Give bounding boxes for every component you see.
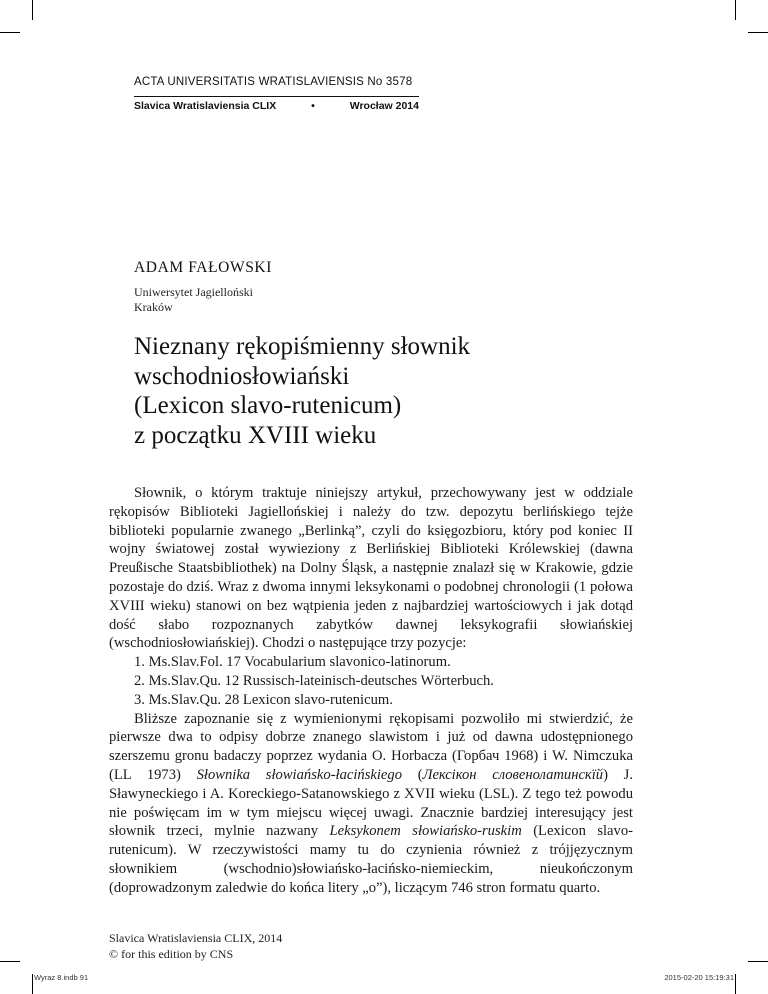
text-run: ) J. Sławyneckiego i A. Koreckiego-Satanowskiego z XVII wieku (LSL). Z tego też powodu nie poświęcam im w tym miejscu więcej uwagi. Znacznie bardziej interesujący jest słownik trzeci, mylnie nazwany: [109, 766, 633, 840]
author-affiliation: Uniwersytet Jagielloński: [134, 285, 253, 299]
crop-mark: [32, 974, 33, 994]
journal-name: ACTA UNIVERSITATIS WRATISLAVIENSIS No 3578: [134, 76, 413, 88]
footer-line: © for this edition by CNS: [109, 947, 234, 961]
crop-mark: [735, 974, 736, 994]
title-line: Nieznany rękopiśmienny słownik: [134, 333, 471, 360]
list-item: 1. Ms.Slav.Fol. 17 Vocabularium slavonico-latinorum.: [134, 654, 451, 671]
copyright-footer: [109, 930, 282, 962]
body-paragraph: [109, 710, 633, 898]
body-paragraph: Słownik, o którym traktuje niniejszy artykuł, przechowywany jest w oddziale rękopisów Biblioteki Jagiellońskiej i należy do tzw. depozytu berlińskiego tejże biblioteki popularnie zwanego „Berlinką”, czyli do księgozbioru, który pod koniec II wojny światowej został wywieziony z Berlińskiej Biblioteki Królewskiej (dawna Preußische Staatsbibliothek) na Dolny Śląsk, a następnie znalazł się w Krakowie, gdzie pozostaje do dziś. Wraz z dwoma innymi leksykonami o podobnej chronologii (1 połowa XVIII wieku) stanowi on bez wątpienia jeden z najbardziej wartościowych i jak dotąd dość słabo rozpoznanych zabytków dawnej leksykografii słowiańskiej (wschodniosłowiańskiej). Chodzi o następujące trzy pozycje:: [109, 485, 633, 652]
title-line: wschodniosłowiański: [134, 362, 350, 390]
series-separator: •: [311, 100, 315, 112]
italic-title: Лексікон словенолатинскїй: [422, 766, 604, 783]
crop-mark: [748, 32, 768, 33]
print-slug-timestamp: 2015-02-20 15:19:31: [664, 973, 734, 982]
text-run: (: [402, 766, 423, 783]
text-run: Bliższe zapoznanie się z wymienionymi rękopisami pozwoliło mi stwierdzić, że pierwsze dwa to odpisy dobrze znanego slawistom i już od dawna udostępnionego szerszemu gronu badaczy poprzez wydania O. Horbacza (Горбач 1968) i W. Nimczuka (LL 1973): [109, 710, 633, 783]
author-name: ADAM FAŁOWSKI: [134, 259, 272, 276]
place-year: Wrocław 2014: [349, 100, 419, 112]
crop-mark: [748, 961, 768, 962]
article-body: [109, 484, 633, 898]
series-line: [134, 100, 419, 112]
crop-mark: [0, 961, 20, 962]
crop-mark: [32, 0, 33, 20]
italic-title: Słownika słowiańsko-łacińskiego: [196, 766, 402, 783]
crop-mark: [0, 32, 20, 33]
list-item: 3. Ms.Slav.Qu. 28 Lexicon slavo-rutenicum.: [134, 691, 393, 708]
list-item: 2. Ms.Slav.Qu. 12 Russisch-lateinisch-deutsches Wörterbuch.: [134, 672, 494, 689]
text-run: (Lexicon slavo-rutenicum). W rzeczywistości mamy tu do czynienia również z trójjęzycznym słownikiem (wschodnio)słowiańsko-łacińsko-niemieckim, nieukończonym (doprowadzonym zaledwie do końca litery „o”), liczącym 746 stron formatu quarto.: [109, 823, 633, 896]
header-rule: [134, 96, 419, 97]
series-name: Slavica Wratislaviensia CLIX: [134, 100, 277, 112]
print-slug-file: Wyraz 8.indb 91: [34, 973, 89, 982]
italic-title: Leksykonem słowiańsko-ruskim: [329, 823, 522, 840]
title-line: z początku XVIII wieku: [134, 421, 377, 449]
article-title: [134, 332, 554, 450]
crop-mark: [735, 0, 736, 20]
title-line: (Lexicon slavo-rutenicum): [134, 392, 402, 419]
footer-line: Slavica Wratislaviensia CLIX, 2014: [109, 931, 283, 945]
author-city: Kraków: [134, 300, 173, 314]
